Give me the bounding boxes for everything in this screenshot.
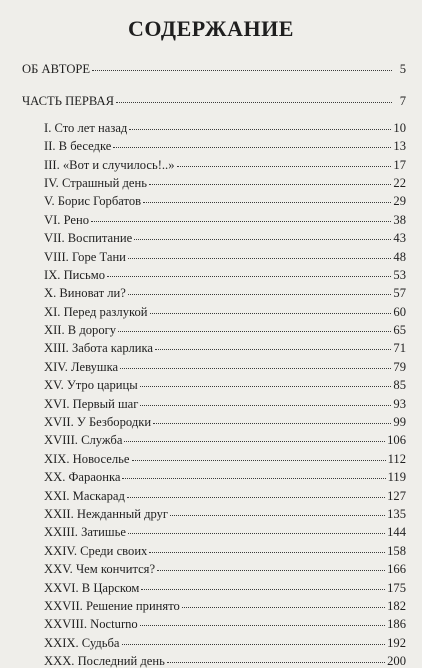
chapter-title: XVI. Первый шаг <box>44 396 139 411</box>
chapter-page-number: 175 <box>387 580 406 595</box>
dot-leader <box>129 129 391 130</box>
chapter-page-number: 53 <box>393 267 406 282</box>
toc-chapter-entry <box>44 339 406 357</box>
dot-leader <box>116 102 392 103</box>
chapter-page-number: 186 <box>387 617 406 632</box>
spacer <box>22 78 406 92</box>
toc-chapter-entry <box>44 560 406 578</box>
toc-chapter-entry <box>44 468 406 486</box>
dot-leader <box>128 294 392 295</box>
toc-chapter-entry <box>44 431 406 449</box>
chapter-page-number: 200 <box>387 654 406 668</box>
dot-leader <box>167 662 385 663</box>
dot-leader <box>113 147 391 148</box>
chapter-title: XV. Утро царицы <box>44 378 138 393</box>
chapter-title: XXI. Маскарад <box>44 488 125 503</box>
dot-leader <box>177 166 392 167</box>
toc-chapter-entry <box>44 505 406 523</box>
chapter-title: XXVII. Решение принято <box>44 598 180 613</box>
dot-leader <box>132 460 386 461</box>
chapter-title: X. Виноват ли? <box>44 286 126 301</box>
chapter-title: XXIV. Среди своих <box>44 543 148 558</box>
toc-chapter-entry <box>44 376 406 394</box>
chapter-page-number: 135 <box>387 506 406 521</box>
dot-leader <box>122 478 385 479</box>
dot-leader <box>92 70 392 71</box>
chapter-page-number: 13 <box>393 139 406 154</box>
toc-chapter-entry <box>44 597 406 615</box>
toc-chapter-entry <box>44 266 406 284</box>
chapter-page-number: 17 <box>393 157 406 172</box>
chapter-title: XIII. Забота карлика <box>44 341 153 356</box>
chapter-page-number: 85 <box>393 378 406 393</box>
chapter-title: XII. В дорогу <box>44 323 117 338</box>
spacer <box>0 111 422 119</box>
chapter-title: XXII. Нежданный друг <box>44 506 169 521</box>
dot-leader <box>141 589 385 590</box>
chapter-title: VI. Рено <box>44 212 90 227</box>
toc-chapter-entry <box>44 413 406 431</box>
chapter-page-number: 127 <box>387 488 406 503</box>
toc-chapter-entry <box>44 542 406 560</box>
chapter-page-number: 79 <box>393 359 406 374</box>
chapter-title: XXX. Последний день <box>44 654 165 668</box>
chapter-page-number: 192 <box>387 635 406 650</box>
chapter-page-number: 119 <box>387 470 406 485</box>
chapter-title: XVII. У Безбородки <box>44 415 152 430</box>
toc-top-section <box>22 60 406 111</box>
chapter-title: XXVIII. Nocturno <box>44 617 138 632</box>
chapter-title: XI. Перед разлукой <box>44 304 148 319</box>
dot-leader <box>120 368 391 369</box>
dot-leader <box>140 625 385 626</box>
dot-leader <box>150 313 392 314</box>
chapter-title: XX. Фараонка <box>44 470 121 485</box>
dot-leader <box>107 276 391 277</box>
chapter-title: III. «Вот и случилось!..» <box>44 157 175 172</box>
dot-leader <box>127 497 385 498</box>
toc-chapter-entry <box>44 321 406 339</box>
chapter-title: V. Борис Горбатов <box>44 194 142 209</box>
chapter-title: I. Сто лет назад <box>44 120 128 135</box>
chapter-page-number: 38 <box>393 212 406 227</box>
toc-chapter-entry <box>44 248 406 266</box>
chapter-page-number: 106 <box>387 433 406 448</box>
chapter-title: XXIX. Судьба <box>44 635 120 650</box>
chapter-page-number: 144 <box>387 525 406 540</box>
dot-leader <box>91 221 391 222</box>
toc-chapter-entry <box>44 615 406 633</box>
toc-chapter-entry <box>44 211 406 229</box>
chapter-title: II. В беседке <box>44 139 112 154</box>
dot-leader <box>182 607 385 608</box>
dot-leader <box>170 515 385 516</box>
toc-chapter-entry <box>44 450 406 468</box>
toc-chapter-entry <box>44 192 406 210</box>
dot-leader <box>122 644 386 645</box>
chapter-page-number: 182 <box>387 598 406 613</box>
dot-leader <box>140 405 391 406</box>
chapter-page-number: 166 <box>387 562 406 577</box>
toc-chapter-entry <box>44 395 406 413</box>
chapter-page-number: 29 <box>393 194 406 209</box>
toc-chapter-entry <box>44 358 406 376</box>
chapter-page-number: 10 <box>393 120 406 135</box>
toc-chapter-entry <box>44 229 406 247</box>
chapter-page-number: 57 <box>393 286 406 301</box>
toc-chapter-entry <box>44 523 406 541</box>
chapter-page-number: 65 <box>393 323 406 338</box>
chapter-title: XXVI. В Царском <box>44 580 140 595</box>
toc-entry-part-one <box>22 92 406 110</box>
dot-leader <box>124 441 385 442</box>
toc-chapter-entry <box>44 303 406 321</box>
chapter-title: VII. Воспитание <box>44 231 133 246</box>
chapter-title: IV. Страшный день <box>44 175 148 190</box>
toc-chapter-entry <box>44 137 406 155</box>
chapter-title: VIII. Горе Тани <box>44 249 126 264</box>
chapter-page-number: 22 <box>393 175 406 190</box>
toc-chapter-entry <box>44 174 406 192</box>
chapter-page-number: 93 <box>393 396 406 411</box>
toc-chapter-entry <box>44 652 406 668</box>
page-title: СОДЕРЖАНИЕ <box>128 16 294 41</box>
chapter-page-number: 60 <box>393 304 406 319</box>
chapter-list <box>44 119 406 668</box>
dot-leader <box>134 239 391 240</box>
dot-leader <box>155 349 391 350</box>
dot-leader <box>149 184 391 185</box>
chapter-title: IX. Письмо <box>44 267 106 282</box>
dot-leader <box>143 202 391 203</box>
toc-entry-label: ЧАСТЬ ПЕРВАЯ <box>22 94 115 109</box>
chapter-page-number: 43 <box>393 231 406 246</box>
chapter-page-number: 112 <box>387 451 406 466</box>
chapter-title: XXIII. Затишье <box>44 525 126 540</box>
toc-chapter-entry <box>44 119 406 137</box>
dot-leader <box>128 533 385 534</box>
dot-leader <box>128 258 391 259</box>
toc-entry-label: ОБ АВТОРЕ <box>22 62 91 76</box>
toc-chapter-entry <box>44 156 406 174</box>
toc-chapter-entry <box>44 487 406 505</box>
toc-entry-page: 5 <box>399 62 406 76</box>
toc-chapter-entry <box>44 634 406 652</box>
dot-leader <box>157 570 385 571</box>
toc-entry-about-author <box>22 60 406 78</box>
chapter-page-number: 99 <box>393 415 406 430</box>
dot-leader <box>118 331 391 332</box>
chapter-title: XVIII. Служба <box>44 433 123 448</box>
toc-chapter-entry <box>44 284 406 302</box>
chapter-title: XIV. Левушка <box>44 359 119 374</box>
chapter-title: XXV. Чем кончится? <box>44 562 156 577</box>
toc-chapter-entry <box>44 579 406 597</box>
dot-leader <box>149 552 385 553</box>
dot-leader <box>153 423 391 424</box>
chapter-page-number: 71 <box>393 341 406 356</box>
chapter-page-number: 158 <box>387 543 406 558</box>
chapter-title: XIX. Новоселье <box>44 451 130 466</box>
chapter-page-number: 48 <box>393 249 406 264</box>
toc-entry-page: 7 <box>399 94 406 109</box>
dot-leader <box>140 386 392 387</box>
